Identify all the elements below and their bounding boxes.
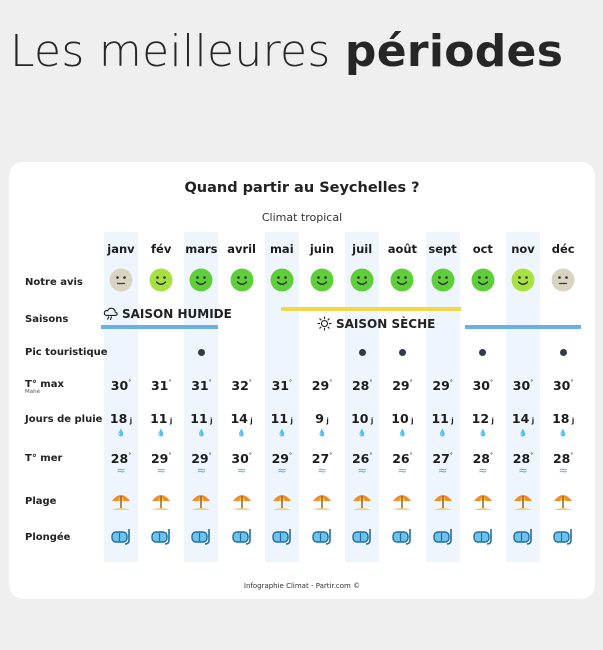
- season-line-humide-end: [465, 325, 581, 329]
- card-footer: Infographie Climat - Partir.com ©: [243, 582, 361, 590]
- smiley-face-icon: [149, 268, 173, 292]
- season-line-humide: [101, 325, 218, 329]
- diving-mask-icon: [110, 526, 132, 548]
- rain-drops-icon: 💧: [398, 429, 407, 437]
- tmax-value: 30°: [512, 378, 534, 393]
- page-headline: [10, 26, 563, 77]
- smiley-face-icon: [471, 268, 495, 292]
- wave-icon: ≈: [156, 464, 166, 477]
- peak-tourist-dot: [198, 349, 205, 356]
- peak-tourist-dot: [399, 349, 406, 356]
- sea-temp-value: 29°: [191, 451, 212, 466]
- tmax-value: 30°: [472, 378, 493, 393]
- sea-temp-value: 27°: [432, 451, 453, 466]
- wave-icon: ≈: [357, 464, 367, 477]
- sea-temp-value: 29°: [150, 451, 172, 466]
- row-sublabel-tmax: Mahé: [25, 389, 40, 395]
- diving-mask-icon: [472, 526, 494, 548]
- rain-drops-icon: 💧: [438, 429, 447, 437]
- season-line-seche: [281, 307, 461, 311]
- wave-icon: ≈: [397, 464, 407, 477]
- row-label-plage: Plage: [25, 496, 57, 507]
- beach-umbrella-icon: [552, 490, 574, 512]
- smiley-face-icon: [431, 268, 455, 292]
- neutral-face-icon: [551, 268, 575, 292]
- sea-temp-value: 27°: [311, 451, 333, 466]
- smiley-face-icon: [230, 268, 254, 292]
- rain-drops-icon: 💧: [478, 429, 488, 437]
- month-header: avril: [227, 242, 256, 256]
- season-humide: [103, 306, 232, 321]
- tmax-value: 29°: [392, 378, 413, 393]
- rain-days-value: 11 j: [431, 411, 454, 426]
- rain-days-value: 10 j: [391, 411, 414, 426]
- row-label-mer: T° mer: [25, 453, 63, 464]
- diving-mask-icon: [190, 526, 212, 548]
- smiley-face-icon: [270, 268, 294, 292]
- month-header: fév: [151, 242, 172, 256]
- beach-umbrella-icon: [311, 490, 333, 512]
- rain-days-value: 14 j: [511, 411, 535, 426]
- rain-days-value: 18 j: [109, 411, 133, 426]
- smiley-face-icon: [189, 268, 213, 292]
- rain-days-value: 14 j: [230, 411, 253, 426]
- wave-icon: ≈: [277, 464, 287, 477]
- wave-icon: ≈: [196, 464, 206, 477]
- wave-icon: ≈: [478, 464, 488, 477]
- beach-umbrella-icon: [150, 490, 172, 512]
- cloud-rain-icon: [103, 306, 118, 321]
- sea-temp-value: 28°: [512, 451, 534, 466]
- row-label-tmax: T° max: [25, 379, 64, 390]
- sea-temp-value: 26°: [392, 451, 413, 466]
- smiley-face-icon: [511, 268, 535, 292]
- card-title: Quand partir au Seychelles ?: [184, 180, 420, 196]
- rain-drops-icon: 💧: [237, 429, 246, 437]
- sea-temp-value: 29°: [271, 451, 292, 466]
- peak-tourist-dot: [479, 349, 486, 356]
- row-label-plongee: Plongée: [25, 532, 71, 543]
- month-header: juil: [352, 242, 373, 256]
- rain-days-value: 11 j: [270, 411, 293, 426]
- wave-icon: ≈: [236, 464, 247, 477]
- rain-drops-icon: 💧: [197, 429, 206, 437]
- climate-card: [9, 162, 595, 599]
- wave-icon: ≈: [558, 464, 568, 477]
- rain-days-value: 12 j: [471, 411, 494, 426]
- month-header: mars: [185, 242, 218, 256]
- tmax-value: 30°: [552, 378, 574, 393]
- month-header: sept: [428, 242, 457, 256]
- month-header: mai: [269, 242, 294, 256]
- sea-temp-value: 28°: [472, 451, 493, 466]
- month-header: nov: [511, 242, 535, 256]
- diving-mask-icon: [271, 526, 293, 548]
- wave-icon: ≈: [518, 464, 528, 477]
- headline-bold: périodes: [344, 26, 564, 77]
- diving-mask-icon: [231, 526, 253, 548]
- month-header: oct: [472, 242, 493, 256]
- rain-days-value: 11 j: [150, 411, 173, 426]
- tmax-value: 28°: [351, 378, 373, 393]
- rain-drops-icon: 💧: [156, 429, 166, 437]
- season-seche: [317, 316, 435, 331]
- diving-mask-icon: [150, 526, 172, 548]
- row-label-avis: Notre avis: [25, 277, 83, 288]
- peak-tourist-dot: [359, 349, 366, 356]
- season-humide-label: SAISON HUMIDE: [122, 306, 232, 321]
- beach-umbrella-icon: [271, 490, 293, 512]
- tmax-value: 31°: [191, 378, 212, 393]
- month-header: juin: [309, 242, 335, 256]
- rain-drops-icon: 💧: [317, 429, 327, 437]
- beach-umbrella-icon: [351, 490, 373, 512]
- rain-drops-icon: 💧: [357, 429, 367, 437]
- beach-umbrella-icon: [512, 490, 534, 512]
- wave-icon: ≈: [116, 464, 126, 477]
- month-header: déc: [551, 242, 575, 256]
- diving-mask-icon: [391, 526, 413, 548]
- beach-umbrella-icon: [432, 490, 454, 512]
- tmax-value: 29°: [432, 378, 453, 393]
- wave-icon: ≈: [317, 464, 327, 477]
- sun-icon: [317, 316, 332, 331]
- sea-temp-value: 26°: [351, 451, 373, 466]
- tmax-value: 31°: [150, 378, 172, 393]
- rain-days-value: 18 j: [552, 411, 575, 426]
- rain-drops-icon: 💧: [277, 429, 287, 437]
- diving-mask-icon: [311, 526, 333, 548]
- smiley-face-icon: [390, 268, 414, 292]
- beach-umbrella-icon: [391, 490, 413, 512]
- row-label-pluie: Jours de pluie: [25, 414, 103, 425]
- wave-icon: ≈: [437, 464, 448, 477]
- neutral-face-icon: [109, 268, 133, 292]
- sea-temp-value: 28°: [110, 451, 132, 466]
- rain-drops-icon: 💧: [558, 429, 568, 437]
- beach-umbrella-icon: [110, 490, 132, 512]
- tmax-value: 30°: [110, 378, 132, 393]
- row-label-saisons: Saisons: [25, 314, 69, 325]
- sea-temp-value: 28°: [552, 451, 574, 466]
- headline-light: Les meilleures: [10, 26, 331, 77]
- card-subtitle: Climat tropical: [261, 211, 343, 224]
- tmax-value: 29°: [311, 378, 333, 393]
- season-seche-label: SAISON SÈCHE: [336, 316, 436, 331]
- rain-drops-icon: 💧: [116, 429, 126, 437]
- smiley-face-icon: [350, 268, 374, 292]
- diving-mask-icon: [432, 526, 454, 548]
- row-label-pic: Pic touristique: [25, 347, 108, 358]
- rain-days-value: 9 j: [315, 411, 329, 426]
- smiley-face-icon: [310, 268, 334, 292]
- rain-days-value: 10 j: [351, 411, 374, 426]
- diving-mask-icon: [512, 526, 534, 548]
- sea-temp-value: 30°: [231, 451, 252, 466]
- tmax-value: 32°: [231, 378, 252, 393]
- peak-tourist-dot: [560, 349, 567, 356]
- tmax-value: 31°: [271, 378, 292, 393]
- beach-umbrella-icon: [231, 490, 253, 512]
- month-header: août: [387, 242, 418, 256]
- beach-umbrella-icon: [190, 490, 212, 512]
- rain-drops-icon: 💧: [518, 429, 528, 437]
- diving-mask-icon: [552, 526, 574, 548]
- diving-mask-icon: [351, 526, 373, 548]
- rain-days-value: 11 j: [190, 411, 213, 426]
- beach-umbrella-icon: [472, 490, 494, 512]
- month-header: janv: [107, 242, 135, 256]
